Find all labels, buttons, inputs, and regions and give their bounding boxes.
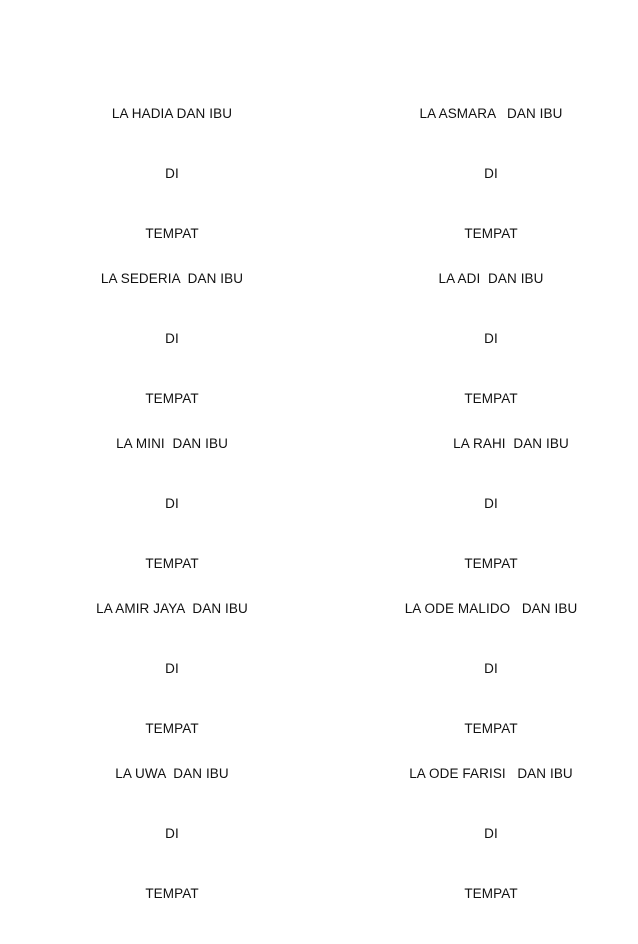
recipient-name: LA HADIA DAN IBU [111, 106, 233, 121]
recipient-name: LA RAHI DAN IBU [453, 436, 569, 451]
recipient-line-tempat: TEMPAT [464, 226, 518, 241]
recipient-line-tempat: TEMPAT [145, 721, 199, 736]
recipient-line-tempat: TEMPAT [145, 886, 199, 901]
recipient-line-di: DI [484, 661, 498, 676]
recipient-line-tempat: TEMPAT [145, 226, 199, 241]
recipient-line-di: DI [165, 166, 179, 181]
recipient-line-tempat: TEMPAT [145, 556, 199, 571]
recipient-line-di: DI [484, 496, 498, 511]
recipient-line-di: DI [165, 496, 179, 511]
recipient-line-di: DI [165, 331, 179, 346]
recipient-name: LA ODE MALIDO DAN IBU [404, 601, 578, 616]
recipient-name: LA UWA DAN IBU [115, 766, 229, 781]
address-label [371, 724, 611, 944]
recipient-name: LA AMIR JAYA DAN IBU [96, 601, 248, 616]
recipient-name: LA ADI DAN IBU [438, 271, 544, 286]
recipient-line-di: DI [484, 166, 498, 181]
recipient-line-tempat: TEMPAT [464, 556, 518, 571]
recipient-line-di: DI [165, 826, 179, 841]
recipient-name: LA MINI DAN IBU [116, 436, 228, 451]
recipient-line-di: DI [484, 331, 498, 346]
recipient-name: LA ASMARA DAN IBU [419, 106, 563, 121]
recipient-line-tempat: TEMPAT [145, 391, 199, 406]
recipient-line-di: DI [165, 661, 179, 676]
recipient-line-tempat: TEMPAT [464, 391, 518, 406]
recipient-line-di: DI [484, 826, 498, 841]
address-label [52, 724, 292, 944]
recipient-line-tempat: TEMPAT [464, 886, 518, 901]
recipient-line-tempat: TEMPAT [464, 721, 518, 736]
recipient-name: LA SEDERIA DAN IBU [100, 271, 244, 286]
recipient-name: LA ODE FARISI DAN IBU [409, 766, 573, 781]
